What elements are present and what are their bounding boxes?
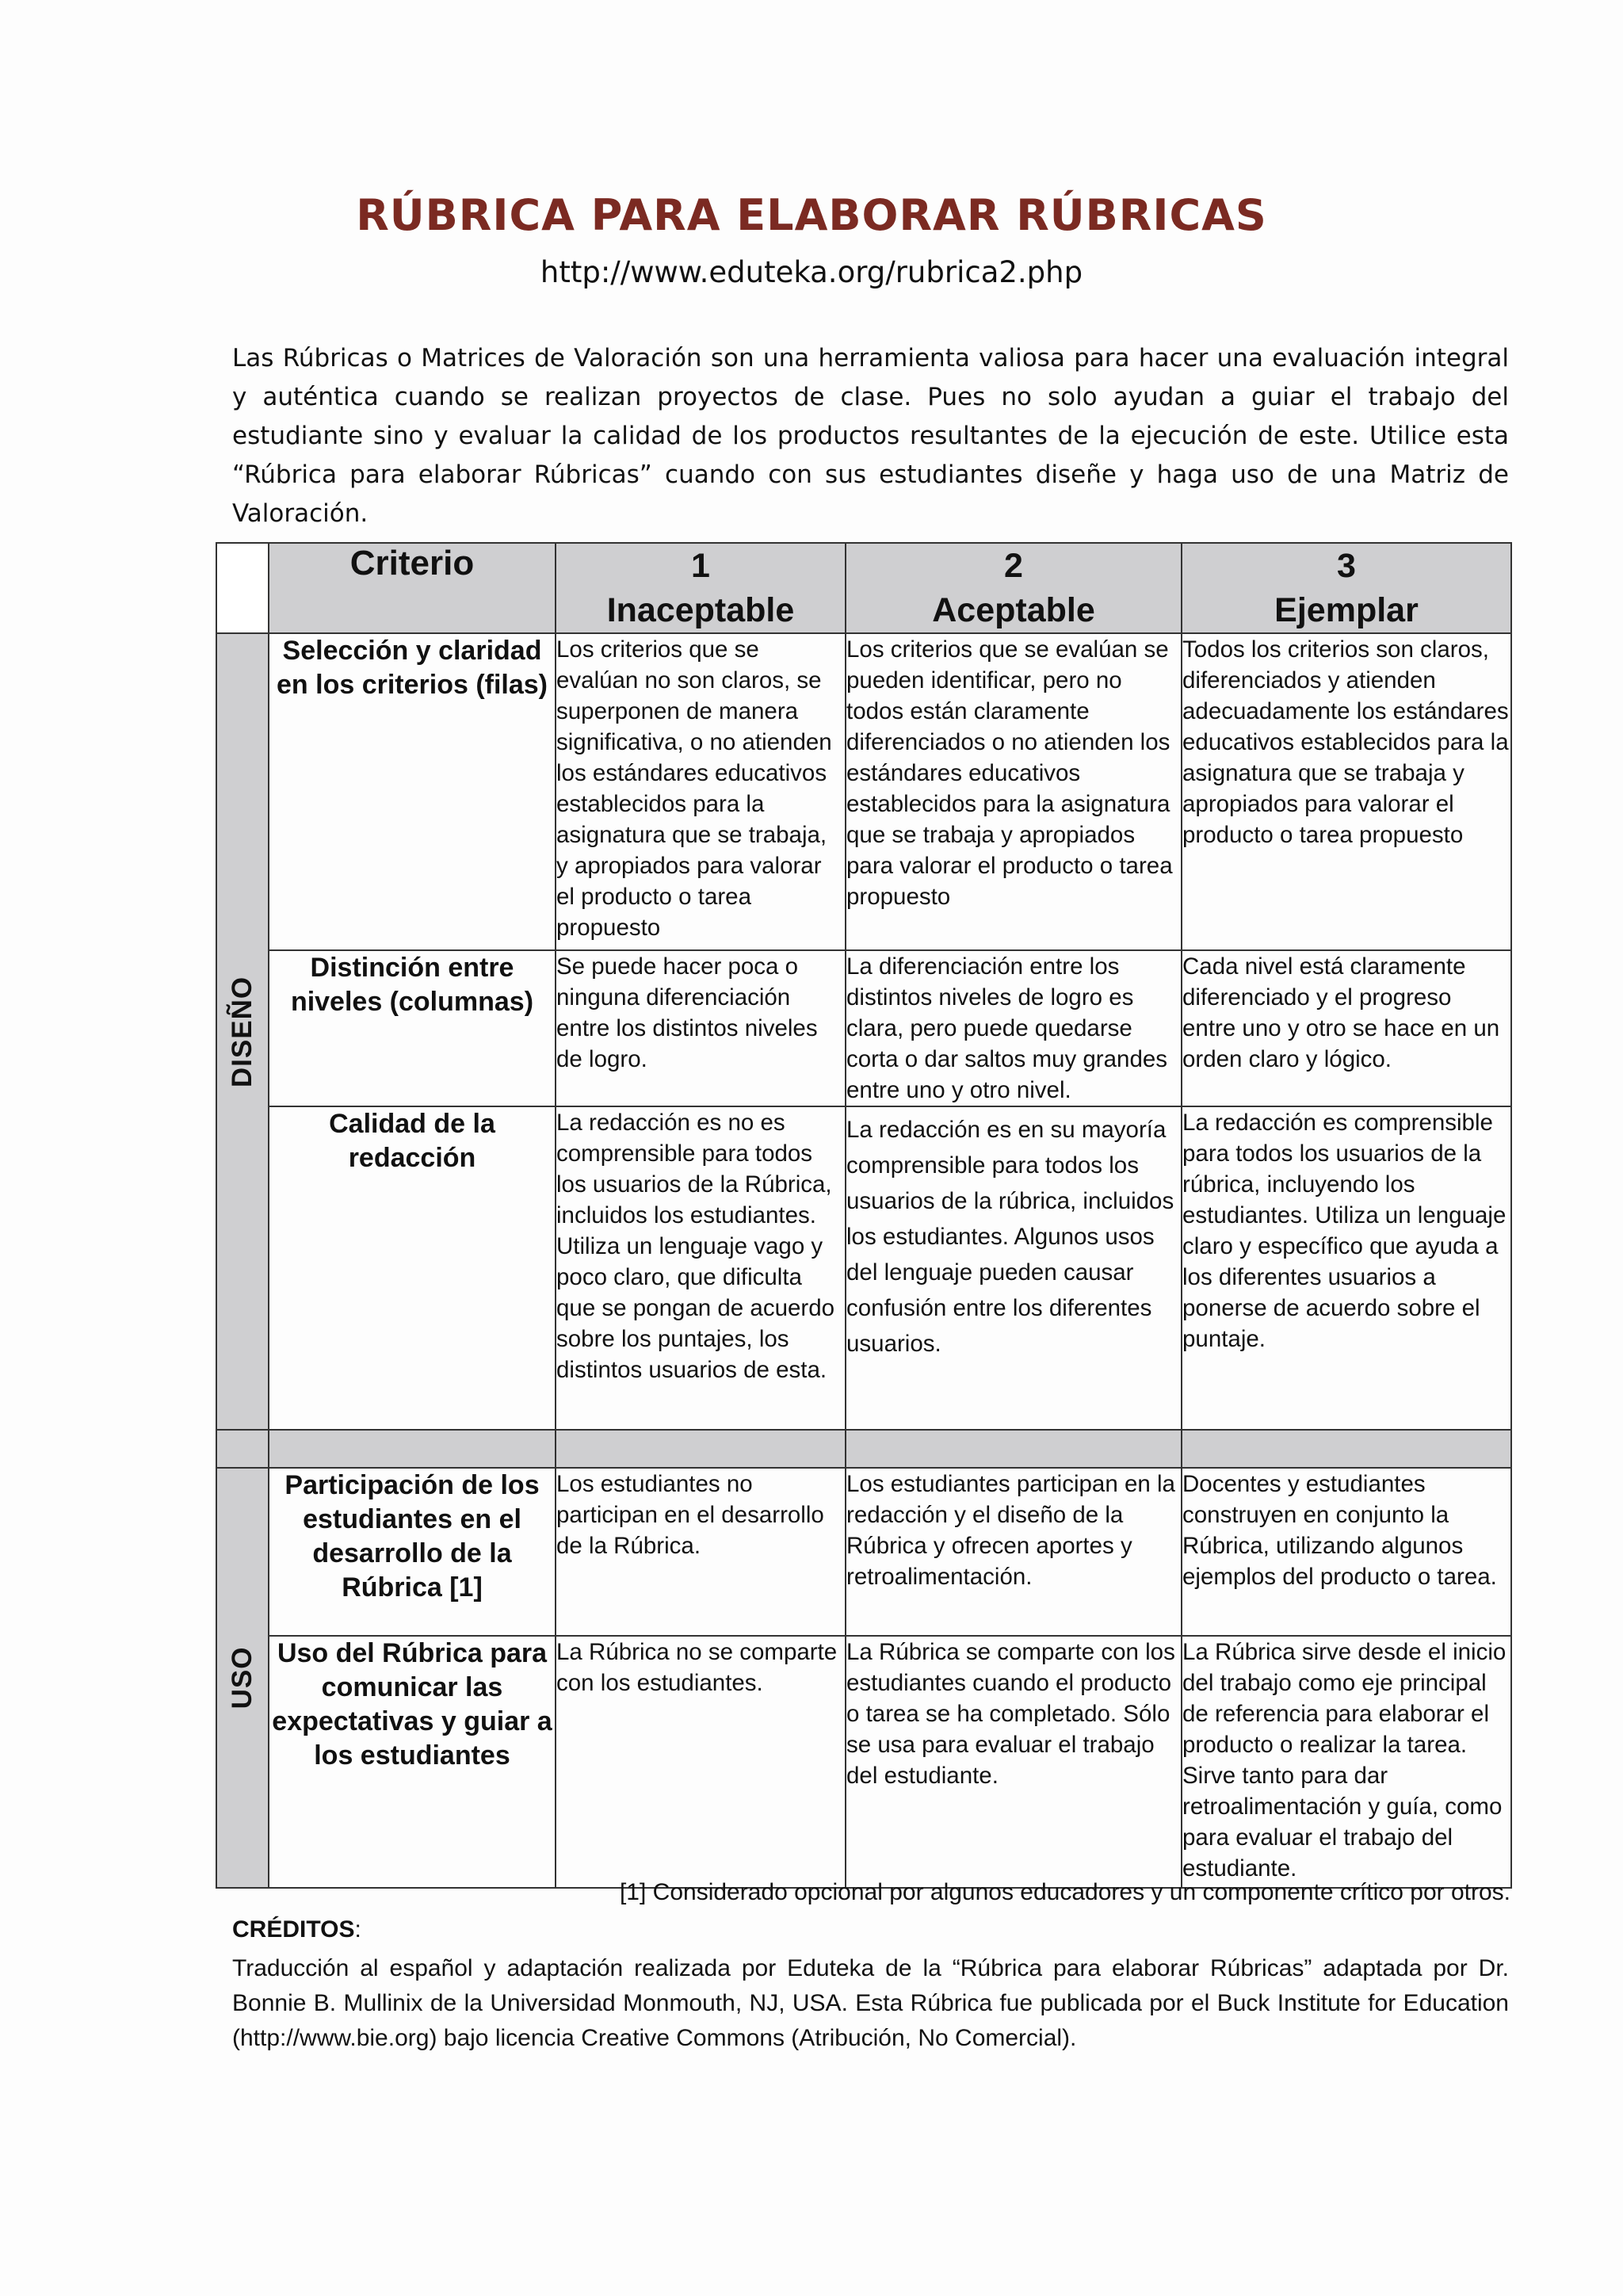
footnote: [1] Considerado opcional por algunos educadores y un componente crítico por otros. xyxy=(619,1879,1510,1905)
header-level-3 xyxy=(1182,543,1511,633)
descriptor-level-2: La diferenciación entre los distintos niveles de logro es clara, pero puede quedarse corta o dar saltos muy grandes entre uno y otro nivel. xyxy=(846,950,1182,1106)
header-corner xyxy=(216,543,269,633)
descriptor-level-3: Todos los criterios son claros, diferenciados y atienden adecuadamente los estándares educativos establecidos para la asignatura que se trabaja y apropiados para valorar el producto o tarea propuesto xyxy=(1182,633,1511,950)
credits-title-text: CRÉDITOS xyxy=(232,1916,355,1943)
header-row xyxy=(216,543,1511,633)
criterion-cell: Distinción entre niveles (columnas) xyxy=(269,950,556,1106)
level-name: Ejemplar xyxy=(1274,591,1419,629)
header-criterio: Criterio xyxy=(269,543,556,633)
descriptor-level-2: La redacción es en su mayoría comprensible para todos los usuarios de la rúbrica, incluidos los estudiantes. Algunos usos del lenguaje pueden causar confusión entre los diferentes usuarios. xyxy=(846,1106,1182,1430)
separator-cell xyxy=(1182,1430,1511,1468)
criterion-cell: Participación de los estudiantes en el desarrollo de la Rúbrica [1] xyxy=(269,1468,556,1636)
descriptor-level-3: Docentes y estudiantes construyen en conjunto la Rúbrica, utilizando algunos ejemplos del producto o tarea. xyxy=(1182,1468,1511,1636)
descriptor-level-2: La Rúbrica se comparte con los estudiantes cuando el producto o tarea se ha completado. Sólo se usa para evaluar el trabajo del estudiante. xyxy=(846,1636,1182,1888)
header-level-1 xyxy=(556,543,846,633)
header-level-2 xyxy=(846,543,1182,633)
separator-cell xyxy=(216,1430,269,1468)
level-name: Aceptable xyxy=(932,591,1095,629)
descriptor-level-3: La Rúbrica sirve desde el inicio del trabajo como eje principal de referencia para elaborar el producto o realizar la tarea. Sirve tanto para dar retroalimentación y guía, como para evaluar el trabajo del estudiante. xyxy=(1182,1636,1511,1888)
credits-paragraph: Traducción al español y adaptación realizada por Eduteka de la “Rúbrica para elaborar Rúbricas” adaptada por Dr. Bonnie B. Mullinix de la Universidad Monmouth, NJ, USA. Esta Rúbrica fue publicada por el Buck Institute for Education (http://www.bie.org) bajo licencia Creative Commons (Atribución, No Comercial). xyxy=(232,1955,1509,2051)
rubric-table xyxy=(216,542,1512,1889)
criterion-cell: Selección y claridad en los criterios (filas) xyxy=(269,633,556,950)
separator-cell xyxy=(269,1430,556,1468)
page-title: RÚBRICA PARA ELABORAR RÚBRICAS xyxy=(356,190,1267,240)
table-row xyxy=(216,633,1511,950)
separator-row xyxy=(216,1430,1511,1468)
table-row xyxy=(216,1468,1511,1636)
level-number: 3 xyxy=(1337,547,1356,585)
credits-colon: : xyxy=(354,1916,361,1943)
intro-paragraph: Las Rúbricas o Matrices de Valoración son una herramienta valiosa para hacer una evaluación integral y auténtica cuando se realizan proyectos de clase. Pues no solo ayudan a guiar el trabajo del estudiante sino y evaluar la calidad de los productos resultantes de la ejecución de este. Utilice esta “Rúbrica para elaborar Rúbricas” cuando con sus estudiantes diseñe y haga uso de una Matriz de Valoración. xyxy=(232,344,1509,528)
criterion-cell: Calidad de la redacción xyxy=(269,1106,556,1430)
descriptor-level-2: Los criterios que se evalúan se pueden identificar, pero no todos están claramente diferenciados o no atienden los estándares educativos establecidos para la asignatura que se trabaja y apropiados para valorar el producto o tarea propuesto xyxy=(846,633,1182,950)
criterion-cell: Uso del Rúbrica para comunicar las expectativas y guiar a los estudiantes xyxy=(269,1636,556,1888)
descriptor-level-1: La redacción es no es comprensible para todos los usuarios de la Rúbrica, incluidos los estudiantes. Utiliza un lenguaje vago y poco claro, que dificulta que se pongan de acuerdo sobre los puntajes, los distintos usuarios de esta. xyxy=(556,1106,846,1430)
section-label: USO xyxy=(227,1646,258,1710)
section-label: DISEÑO xyxy=(227,976,258,1087)
section-uso xyxy=(216,1468,269,1888)
descriptor-level-1: La Rúbrica no se comparte con los estudiantes. xyxy=(556,1636,846,1888)
descriptor-level-1: Los criterios que se evalúan no son claros, se superponen de manera significativa, o no atienden los estándares educativos establecidos para la asignatura que se trabaja, y apropiados para valorar el producto o tarea propuesto xyxy=(556,633,846,950)
section-diseno xyxy=(216,633,269,1430)
level-number: 1 xyxy=(691,547,710,585)
credits-heading xyxy=(232,1916,361,1943)
descriptor-level-2: Los estudiantes participan en la redacción y el diseño de la Rúbrica y ofrecen aportes y retroalimentación. xyxy=(846,1468,1182,1636)
separator-cell xyxy=(556,1430,846,1468)
level-number: 2 xyxy=(1004,547,1023,585)
separator-cell xyxy=(846,1430,1182,1468)
descriptor-level-3: Cada nivel está claramente diferenciado y el progreso entre uno y otro se hace en un orden claro y lógico. xyxy=(1182,950,1511,1106)
descriptor-level-3: La redacción es comprensible para todos los usuarios de la rúbrica, incluyendo los estudiantes. Utiliza un lenguaje claro y específico que ayuda a los diferentes usuarios a ponerse de acuerdo sobre el puntaje. xyxy=(1182,1106,1511,1430)
table-row xyxy=(216,1106,1511,1430)
descriptor-level-1: Los estudiantes no participan en el desarrollo de la Rúbrica. xyxy=(556,1468,846,1636)
descriptor-level-1: Se puede hacer poca o ninguna diferenciación entre los distintos niveles de logro. xyxy=(556,950,846,1106)
level-name: Inaceptable xyxy=(606,591,795,629)
table-row xyxy=(216,1636,1511,1888)
source-url: http://www.eduteka.org/rubrica2.php xyxy=(540,255,1083,289)
table-row xyxy=(216,950,1511,1106)
